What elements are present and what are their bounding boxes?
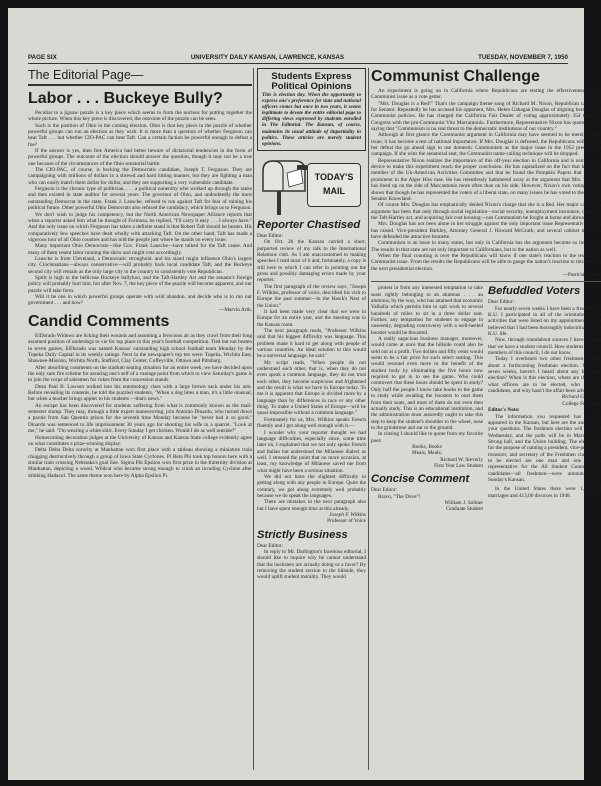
paragraph: Will it be one in which powerful groups operate with wild abandon, and decide who is to run our government . . . and how? — [28, 293, 252, 307]
paragraph: Although at first glance the Communist argument in California may have seemed to be merely a side issue, it has become a test of national importance. If Mrs. Douglas is defeated, the Republicans will read in her defeat the go ahead sign to use domestic Communism as the major issue in the 1952 presidential campaign. If she wins the senatorial seat, the Communist name-calling technique will be dropped. — [371, 132, 601, 158]
salutation: Dear Editor: — [371, 487, 398, 494]
paragraph: An escape has been discovered for students suffering from what is commonly known as the mail-semester slump. They may, through a little expert maneuvering, join Antonio Dinardo, who turned down a parole from San Quentin prison for the seventh time Monday because he "never had it so good." Dinardo was sentenced to life imprisonment 30 years ago for shooting his wife in a quarrel. "Look at me," he said. "I'm wearing a white shirt. Every Sunday I get chicken. Would I do as well outside?" — [28, 402, 252, 435]
issue-date: TUESDAY, NOVEMBER 7, 1950 — [478, 54, 568, 61]
paragraph: The first paragraph of the review says, "Joseph F. Wilkins, professor of voice, described his visit to Europe the past summer—in the Hawk's Nest of the Union." — [257, 283, 366, 309]
newspaper-page — [8, 8, 601, 780]
paragraph: Ferguson is the chronic type of politician, . . . a political nonentity who worked up through the ranks and then existed in state auditor for several years. The governor of Ohio, and undoubtedly the most outstanding Democrat in the state, Frank J. Lausche, refused to run against Taft for fear of ruining his political future. Other powerful Ohio Democrats also refused the candidacy, which brings us to Ferguson. — [28, 186, 252, 212]
signature: Joseph F. Wilkins — [329, 511, 366, 518]
paragraph: Representative Nixon realizes the importance of this off-year election in California and is using every device to make this experiment reach the proper conclusion. He has capitalized on the fact that he was a member of the Un-American Activities Committee and that he found the Pumpkin Papers that were so prominent in the Alger Hiss case. He has relentlessly hammered away at the argument that Mrs. Douglas has lined up on the side of Marcantonio more often than on his side. However, Nixon's own voting record shows that though he has represented the voters of a liberal state, on many issues he has voted to the right of Senator Knowland. — [371, 157, 601, 202]
todays-mail-label: TODAY'S MAIL — [307, 163, 361, 207]
paragraph: I wonder why your reporter thought we had language difficulties, especially since, some time later on, I explained that we not only spoke French and Italian but understood the Milanese dialect as well. I stressed the point that on more occasion, at least, my knowledge of Milanese saved me from what might have been a serious situation. — [257, 429, 366, 474]
paper-name: UNIVERSITY DAILY KANSAN, LAWRENCE, KANSAS — [190, 54, 345, 61]
column-middle — [257, 68, 366, 780]
divider — [371, 281, 601, 282]
paragraph: Mrs. Douglas has not been alone in her struggle against the only important issue Representative Nixon has raised. Vice-president Barkley, Attorney General J. Howard McGrath, and several cabinet members have defended the attractive brunette. — [371, 221, 601, 240]
paragraph: Homecoming decoration judges at the University of Kansas and Kansas State college evidently agree on what constitutes a prize-winning display. — [28, 434, 252, 447]
paragraph: Communism is an issue in many states, but only in California has the argument become so important. The results in that state are not only important to Californians, but to the nation as well. — [371, 240, 601, 253]
paragraph: Peculiar to a jigsaw puzzle is a key piece which seems to form the nucleus for putting together the whole picture. When this key piece is discovered, the outcome of the puzzle can be seen. — [28, 110, 252, 123]
salutation: Dear Editor: — [488, 299, 515, 306]
paragraph: A really sagacious business manager, moreover, would come at once that the hillside could also be sold out at a profit. Two dollars and fifty cents would seem to be a fair price for such select seating. This would resound even more to the benefit of the student body by eliminating the five hours now required to get in to see the game. Who could controvert that these hours should be spent in study? Only half the people I know take books to the game to study while awaiting the boosters to oust them from their seats, and most of them do not even then actually study. This is an educational institution, and the administration must assuredly ought to take this step to keep the student's shoulder to the wheel, nose to the grindstone and ear to the ground. — [371, 336, 483, 431]
candid-headline: Candid Comments — [28, 313, 170, 330]
signature: Richard W. Steverly — [440, 456, 483, 463]
signature-title: Professor of Voice — [327, 518, 366, 525]
candid-article — [28, 333, 252, 479]
paragraph: protest in from any interested temptation to take seats rightly belonging to an alumnus . . . an alumnus, by the way, who has attained that economic Valhalla which permits him to spit work to several hundreds of miles to sit in a three dollar seat. Further, any temptation for students to engage in unseemly, degrading controversy with a well-heeled booster would be thwarted. — [371, 285, 483, 336]
labor-article — [28, 110, 252, 313]
paragraph: Today I overheard two other freshmen talking about a forthcoming freshman election. Why, in seven weeks, haven't I heard about any freshman election? When is this election, where are the polls, what officers are to be elected, who are the candidates, and why hasn't the affair been advertised? — [488, 356, 601, 395]
salutation: Dear Editor: — [257, 542, 284, 549]
column-left — [28, 68, 252, 780]
paragraph: In closing I should like to quote from my favorite poet: — [371, 431, 483, 444]
editors-note: The information you requested has already appeared in the Kansan, but here are the answers to your questions. The freshmen election will be held Wednesday, and the polls will be in Marvin hall, Strong hall, and the Union building. The election is for the purpose of naming a president, vice-president, treasurer, and secretary of the Freshmen class. Also to be elected are one man and one woman representative for the All Student Council. The candidates—all freshmen—were announced in Sunday's Kansan. — [488, 413, 601, 483]
paragraph: "Mrs. Douglas is a Red!" That's the campaign theme song of Richard M. Nixon, Republican candidate for Senator. Repeatedly he has accused his opponent, Mrs. Helen Gahagan Douglas of aligning herself with Communist policies. He has charged the California Fair Dealer of voting approximately 354 times in Congress with the pro-Communist Vito Marcantonio. Furthermore, Representative Nixon has quoted her as saying that "Communism is no real threat to the democratic institutions of our country." — [371, 100, 601, 133]
paragraph: My script reads, "When people do not understand each other, that is, when they do not even speak a common language, they do not trust each other, they become suspicious and frightened and the result is what we have in Europe today. To me it is apparent that Europe is divided more by a language than by differences in race or any other thing. To make a United States of Europe—will be quasi-impossible without a common language." — [257, 359, 366, 417]
column-rule — [368, 68, 369, 770]
column-rule — [253, 68, 254, 770]
lower-split — [371, 285, 601, 512]
labor-headline: Labor . . . Buckeye Bully? — [28, 90, 223, 107]
poem-line: Meals, Meals; — [411, 450, 442, 457]
byline: —Patricia Jansen. — [562, 271, 601, 278]
editor-note-box — [257, 68, 366, 151]
editorial-page-heading: The Editorial Page— — [28, 68, 252, 86]
signature-title: Graduate Student — [446, 506, 483, 513]
paragraph: Bravo, "The Dove"! — [378, 493, 421, 500]
concise-headline: Concise Comment — [371, 473, 470, 486]
note-title: Students Express Political Opinions — [271, 71, 352, 92]
salutation: Dear Editor: — [257, 232, 284, 239]
paragraph: The CIO-PAC, of course, is backing the Democratic candidate, Joseph T. Ferguson. They are campaigning with millions of dollars in a shrewd and hard hitting manner, but they are fighting a man who can easily match them dollar for dollar, and they are supporting a very vulnerable candidate. — [28, 167, 252, 186]
paragraph: After absorbing comments on the stadium seating situation for an entire week, we have decided upon the only sure fire scheme for assuring one's self of a vantage point from which to view Saturday's game is to join the corps of salesmen for cokes from the concession stands. — [28, 364, 252, 384]
masthead — [28, 52, 568, 64]
business-headline: Strictly Business — [257, 528, 348, 541]
mailbox-illustration — [257, 157, 366, 215]
paragraph: It had been made very clear that we were in Europe for an entire year, and the meeting was in the Kansas room. — [257, 308, 366, 328]
signature-title: College Freshman — [562, 400, 601, 407]
paragraph: An experiment is going on in California where Republicans are testing the effectiveness of the Communist issue as a vote getter. — [371, 88, 601, 101]
paragraph: We don't wish to judge his competency, but the North American Newspaper Alliance reports that when a reporter asked him what he thought of Formosa, he replied, "I'll carry it easy . . . I always have." And the only issue on which Ferguson has taken a definite stand is that Robert Taft should be beaten. His comparatively few speeches have dealt wholly with attacking Taft. On the other hand, Taft has made a vigorous tour of all Ohio counties and has told the people just where he stands on every issue. — [28, 211, 252, 243]
befuddled-headline: Befuddled Voters — [488, 285, 581, 298]
paragraph: Now, through roundabout sources I have learned that we have a student council. How students become members of this council, I do not know. — [488, 337, 601, 357]
paragraph: Fortunately for us, Mrs. Wilkins speaks French fluently and I get along well enough with it.— — [257, 416, 366, 430]
paragraph: There are mistakes in the next paragraph also but I have spent enough time at this already. — [257, 499, 366, 512]
note-body: This is election day. When the opportunity to express one's preference for state and national officers comes but once in two years, it seems legitimate to devote the entire editorial page to differing views expressed by students enrolled in The Editorial. The Kansan, of course, maintains its usual attitude of impartiality in politics. These articles are merely student opinions. — [262, 92, 361, 147]
paragraph: In reply to Mr. Darlington's facetious editorial, I should like to inquire why he cannot understand that the hucksters are actually doing us a favor? By removing the student section to the hillside, they would uplift student morality. They would — [257, 549, 366, 581]
paragraph: Many important Ohio Democrats—like Gov. Frank Lausche—have talked for the Taft cause. And many of them resent labor running the show and might vote accordingly. — [28, 243, 252, 256]
paragraph: Spirit is high in the bellicose Buckeye ballyhoo, and the Taft-Hartley Act and the senator's foreign policy will probably hurt him, but after Nov. 7, the key piece of the puzzle will become apparent, and our puzzle will take form. — [28, 274, 252, 294]
signature-title: First Year Law Student — [434, 462, 483, 469]
editors-note-heading: Editor's Note: — [488, 407, 520, 414]
reporter-headline: Reporter Chastised — [257, 218, 361, 231]
communist-headline: Communist Challenge — [371, 68, 540, 85]
signature: Richard G. Coffelt — [561, 394, 601, 401]
signature: William J. Sollner — [444, 499, 483, 506]
paragraph: Of course Mrs. Douglas has emphatically denied Nixon's charge that she is a Red. Her major campaign argument has been that only through social legislation—social security, unemployment insurance, defeat of the Taft-Hartley act, and acquiring fair cost housing—can Communism be fought at home and abroad. — [371, 202, 601, 221]
paragraph: Such is the position of Ohio in the coming election. Ohio is that key piece in the puzzle of whether powerful groups can run an election as they wish. It is more than a question of whether Ferguson can beat Taft . . . but whether CIO-PAC can beat Taft. Can a certain faction be powerful enough to defeat a foe? — [28, 122, 252, 148]
paragraph: When the final counting is over the Republicans will know if one state's reaction to the test of the Communist issue. From the results the Republicans will be able to gauge the nation's reaction to this issue in the next presidential election. — [371, 252, 601, 272]
paragraph: If the answer is yes, then free America had better beware of dictatorial tendencies in the form of powerful groups. The outcome of the election should answer the question, though it may not be a true one because of the circumstances of the Ohio senatorial battle. — [28, 148, 252, 167]
paragraph: For nearly seven weeks I have been a freshman at K.U. I participated in all of the orientation week activities that were listed on my appointment card. I believed that I had been thoroughly indoctrinated into K.U. life. — [488, 305, 601, 338]
continued-letter — [371, 285, 483, 512]
byline: —Marvin Arth. — [219, 306, 252, 313]
befuddled-letter — [488, 285, 601, 512]
paragraph: Delta Delta Delta sorority at Manhattan won first place with a tableau showing a miniature train chugging destructively through a group of Iowa State Cyclones. Pi Beta Phi took top honors here with a similar train crossing Nebraska's goal line. Sigma Phi Epsilon won first prize in the fraternity division at Manhattan, depicting a wood, Wildcat who became strong enough to crush an invading Cyclone after drinking Hadacol. The same theme won here by Alpha Epsilon Pi. — [28, 447, 252, 479]
column-right — [371, 68, 601, 780]
filler-item: In the United States there were 1,833,000 marriages and 413,00 divorces in 1948. — [488, 486, 601, 499]
paragraph: On Oct. 26 the Kansan carried a short, purported review of my talk to the International Relations club. As I am unaccustomed to making speeches I read most of it and, fortunately, a copy is still here to which I can refer in pointing out the gross and possibly damaging errors made by your reporter. — [257, 239, 366, 284]
paragraph: Lausche is from Cleveland, a Democratic stronghold, and his stand might influence Ohio's largest city. Cincinnatians—always conservative—will probably back local candidate Taft, and the Buckeye second city will remain as the only large city in the country to consistently vote Republican. — [28, 255, 252, 275]
paragraph: Dean Paul B. Lawson walked into his entomology class with a large brown sack under his arm. Before revealing its contents, he told the puzzled students, "When a dog bites a man, it's a little unusual, but when a teacher brings apples to his students —that's news." — [28, 383, 252, 403]
paragraph: ElDorado Widows are licking their wounds and assuming a ferocious air as they crawl from their long assumed position of underdogs to vie for top place in this year's football competition. Tied but not beaten in seven games, ElDorado was named Kansas' outstanding high school football team Monday by the Topeka Daily Capital in its weekly ratings. Next in the newspaper's top ten were: Topeka, Wichita East, Shawnee-Mission, Wichita North, Stafford, Clay Center, Coffeyville, Ottawa and Pittsburg. — [28, 333, 252, 365]
paragraph: We did not have the slightest difficulty in getting along with any people in Europe. Quite the contrary, we got along extremely well probably because we do speak the languages. — [257, 473, 366, 499]
poem-line: Books, Books — [412, 443, 442, 450]
page-number: PAGE SIX — [28, 54, 57, 61]
paragraph: The next paragraph reads, "Professor Wilkins said that his biggest difficulty was language. This problem made it hard to get along with people of various countries. An ideal solution to this would be a universal language, he said." — [257, 328, 366, 360]
